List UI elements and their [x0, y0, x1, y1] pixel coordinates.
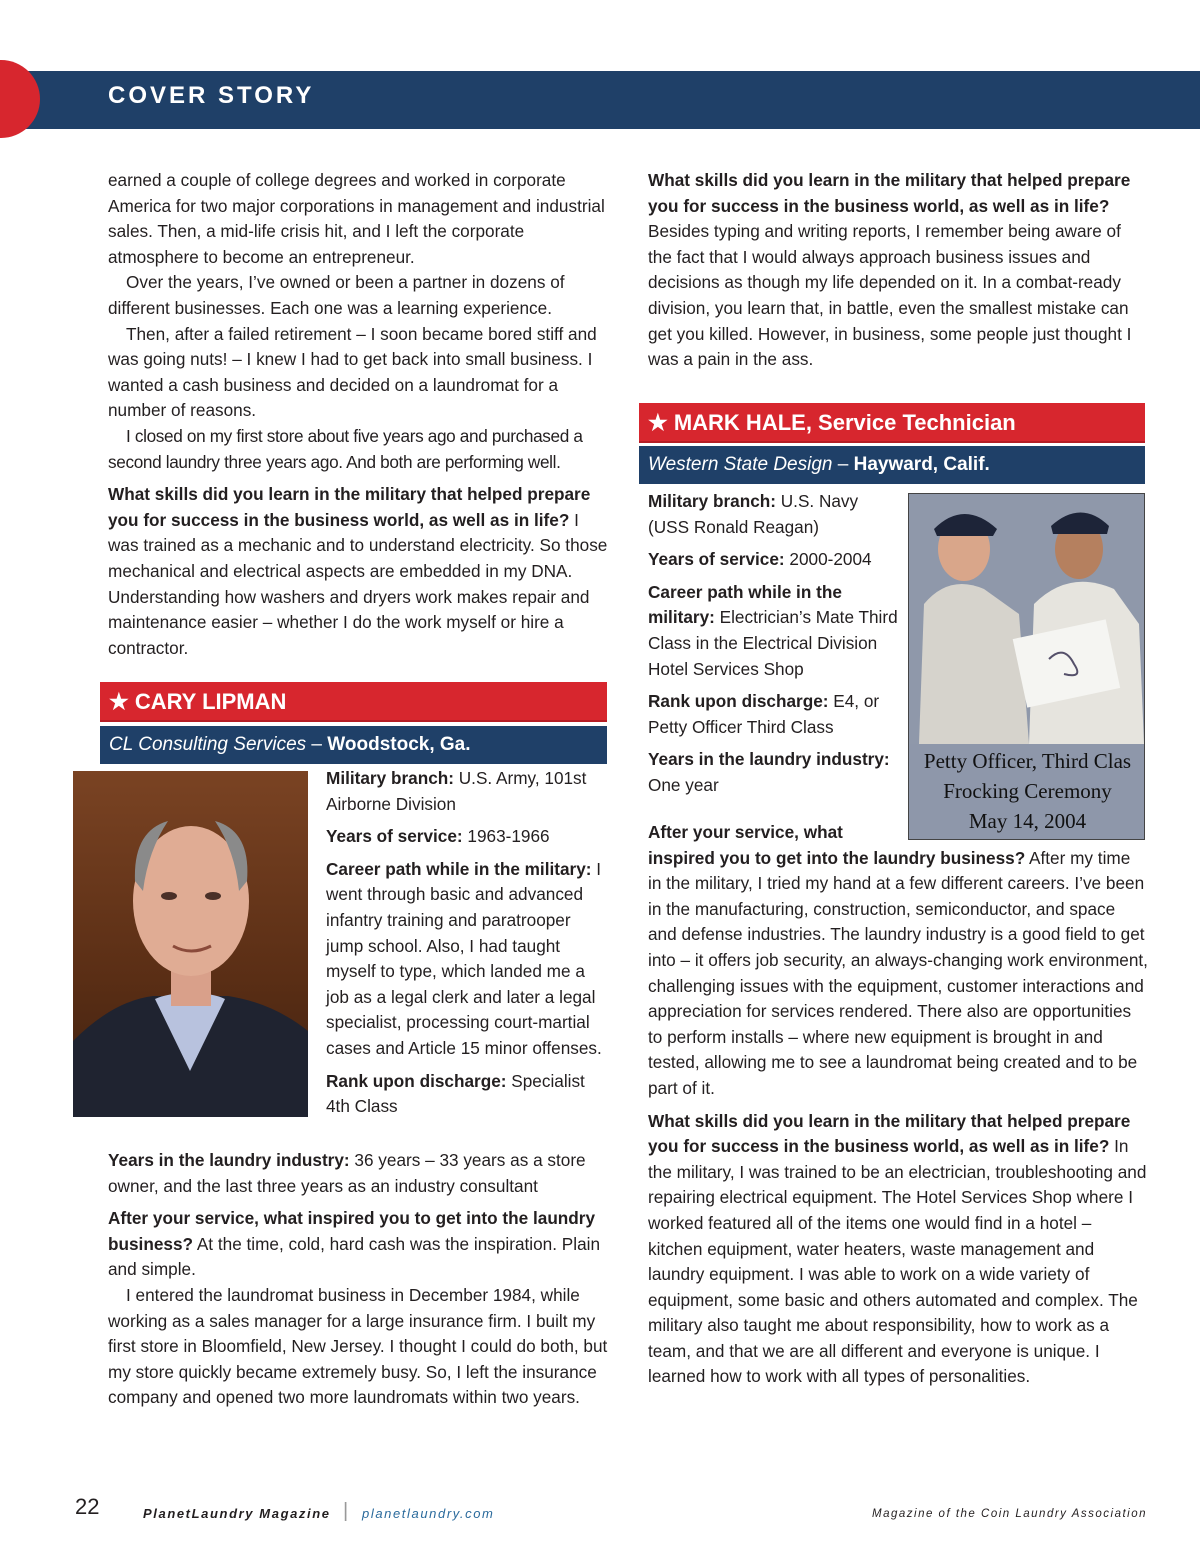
inspired-question: After your service, what inspired you to get into the laundry business?	[648, 822, 1026, 868]
skills-question: What skills did you learn in the military that helped prepare you for success in the business world, as well as in life?	[648, 170, 1131, 216]
footer-tagline: Magazine of the Coin Laundry Association	[872, 1508, 1148, 1520]
portrait-photo	[73, 771, 308, 1117]
skills-answer-text: In the military, I was trained to be an electrician, troubleshooting and repairing electrical equipment. The Hotel Services Shop where I worked featured all of the items one would find in a hotel – kitchen equipment, water heaters, waste management and laundry equipment. I was able to work on a wide variety of equipment, some basic and others automated and complex. The military also taught me about responsibility, how to work as a team, and that we are all different and everyone is unique. I learned how to work with all types of personalities.	[648, 1136, 1147, 1387]
detail-military-branch: Military branch: U.S. Army, 101st Airborne Division	[326, 768, 587, 814]
detail-career-path: Career path while in the military: Electrician’s Mate Third Class in the Electrical Division Hotel Services Shop	[648, 581, 898, 679]
profile1-continued	[108, 1148, 608, 1411]
section-title: COVER STORY	[108, 82, 315, 109]
photo-caption-line: May 14, 2004	[968, 809, 1087, 833]
inspired-answer-text: After my time in the military, I tried my hand at a few different careers. I’ve been in the manufacturing, construction, semiconductor, and space and defense industries. The laundry industry is a good field to get into – it offers job security, an always-changing work environment, challenging issues with the equipment, customer interactions and appreciation for services rendered. There also are opportunities to perform installs – where new equipment is brought in and tested, allowing me to see a laundromat being created and to be part of it.	[648, 847, 1148, 1098]
profile2-details	[648, 489, 898, 799]
company-name: CL Consulting Services	[109, 734, 307, 755]
ceremony-photo	[908, 493, 1145, 840]
profile2-continued	[648, 820, 1148, 1390]
website-link[interactable]: planetlaundry.com	[362, 1506, 495, 1521]
intro-paragraph: Over the years, I’ve owned or been a partner in dozens of different businesses. Each one was a learning experience.	[108, 272, 565, 318]
portrait-illustration	[73, 771, 308, 1117]
story-paragraph: I entered the laundromat business in December 1984, while working as a sales manager for a large insurance firm. I built my first store in Bloomfield, New Jersey. I thought I could do both, but my store quickly became extremely busy. So, I left the insurance company and opened two more laundromats within two years.	[108, 1284, 608, 1408]
profile-name-bar: ★ CARY LIPMAN	[100, 682, 607, 722]
skills-question: What skills did you learn in the military that helped prepare you for success in the business world, as well as in life?	[648, 1110, 1131, 1157]
intro-paragraph: I closed on my first store about five years ago and purchased a second laundry three years ago. And both are performing well.	[108, 425, 583, 472]
footer-separator: |	[343, 1500, 350, 1522]
detail-years-in-industry: Years in the laundry industry: 36 years – 33 years as a store owner, and the last three years as an industry consultant	[108, 1150, 586, 1196]
detail-rank: Rank upon discharge: E4, or Petty Officer Third Class	[648, 691, 880, 737]
skills-question: What skills did you learn in the military that helped prepare you for success in the business world, as well as in life?	[108, 484, 591, 530]
detail-military-branch: Military branch: U.S. Navy (USS Ronald Reagan)	[648, 491, 859, 537]
skills-answer	[648, 1109, 1148, 1391]
page-number: 22	[75, 1494, 100, 1519]
skills-answer: Besides typing and writing reports, I remember being aware of the fact that I would always approach business issues and decisions as though my life depended on it. In a combat-ready division, you learn that, in battle, even the smallest mistake can get you killed. However, in business, some people just thought I was a pain in the ass.	[648, 221, 1132, 370]
skills-answer-text: I was trained as a mechanic and to understand electricity. So those mechanical and electrical aspects are embedded in my DNA. Understanding how washers and dryers work makes repair and maintenance easier – whether I do the work myself or hire a contractor.	[108, 509, 608, 658]
intro-paragraph: Then, after a failed retirement – I soon became bored stiff and was going nuts! – I knew I had to get back into small business. I wanted a cash business and decided on a laundromat for a number of reasons.	[108, 323, 597, 421]
detail-years-of-service: Years of service: 1963-1966	[326, 826, 550, 847]
detail-rank: Rank upon discharge: Specialist 4th Class	[326, 1070, 585, 1117]
company-name: Western State Design	[648, 454, 833, 475]
detail-career-path: Career path while in the military: I went through basic and advanced infantry training and paratrooper jump school. Also, I had taught myself to type, which landed me a job as a legal clerk and later a legal specialist, processing court-martial cases and Article 15 minor offenses.	[326, 858, 602, 1058]
detail-years-in-industry: Years in the laundry industry: One year	[648, 749, 890, 795]
company-location: Hayward, Calif.	[853, 454, 990, 475]
inspired-answer: After your service, what inspired you to get into the laundry business? At the time, cold, hard cash was the inspiration. Plain and simple.	[108, 1208, 601, 1280]
profile1-skills	[648, 168, 1148, 373]
profile-company-bar: Western State Design – Hayward, Calif.	[639, 446, 1145, 484]
left-column-intro	[108, 168, 608, 661]
inspired-answer	[648, 820, 1148, 1102]
profile-company-bar: CL Consulting Services – Woodstock, Ga.	[100, 726, 607, 764]
photo-caption-line: Frocking Ceremony	[943, 779, 1112, 803]
profile-name-bar: ★ MARK HALE, Service Technician	[639, 403, 1145, 443]
photo-caption-line: Petty Officer, Third Clas	[923, 749, 1132, 773]
detail-years-of-service: Years of service: 2000-2004	[648, 549, 872, 570]
intro-paragraph: earned a couple of college degrees and worked in corporate America for two major corporations in management and industrial sales. Then, a mid-life crisis hit, and I left the corporate atmosphere to become an entrepreneur.	[108, 170, 605, 267]
skills-answer	[108, 482, 608, 661]
photo-wrap-spacer	[886, 820, 1148, 842]
profile1-details	[326, 766, 608, 1120]
inspired-question: After your service, what inspired you to get into the laundry business?	[108, 1208, 596, 1254]
company-location: Woodstock, Ga.	[327, 734, 471, 755]
magazine-name: PlanetLaundry Magazine	[143, 1506, 331, 1521]
